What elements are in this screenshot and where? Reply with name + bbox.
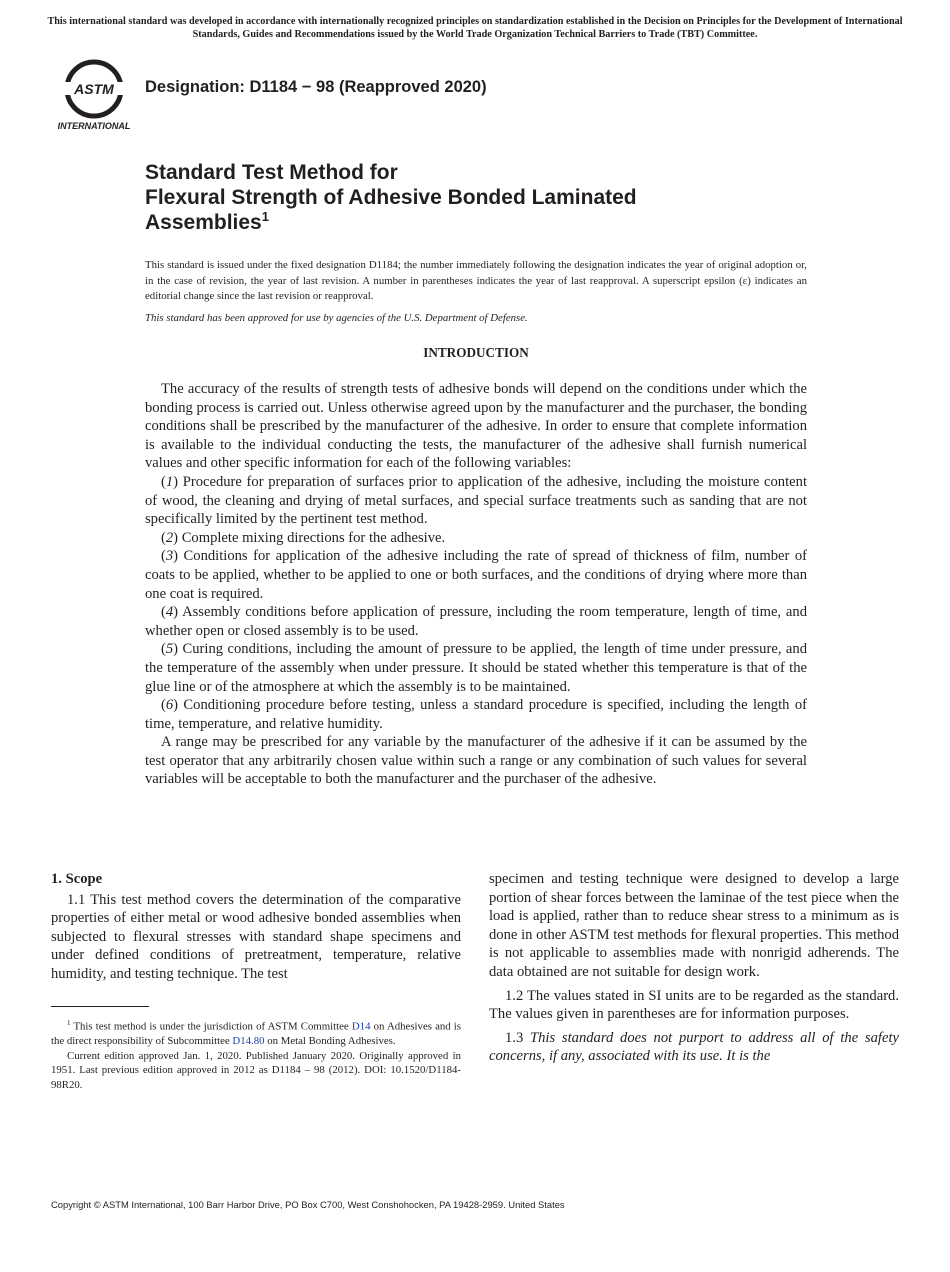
astm-logo	[52, 56, 136, 134]
logo-international: INTERNATIONAL	[57, 121, 131, 131]
intro-item: (1) Procedure for preparation of surfaces prior to application of the adhesive, including the moisture content of wood, the cleaning and drying of metal surfaces, and special surface treatments such as sanding that are not specifically limited by the pertinent test method.	[145, 473, 807, 528]
footnote-divider	[51, 1006, 149, 1007]
scope-para-1-3-text: This standard does not purport to address all of the safety concerns, if any, associated with its use. It is the	[489, 1029, 899, 1065]
intro-item-text: Procedure for preparation of surfaces prior to application of the adhesive, including the moisture content of wood, the cleaning and drying of metal surfaces, and special surface treatments such as sanding that are not specifically limited by the pertinent test method.	[145, 473, 807, 528]
designation: Designation: D1184 − 98 (Reapproved 2020)	[145, 78, 487, 96]
intro-item-text: Conditions for application of the adhesive including the rate of spread of thickness of film, number of coats to be applied, whether to be applied to one or both surfaces, and the conditions of drying where more than one coat is required.	[145, 548, 808, 602]
intro-item-number: 6	[165, 697, 174, 714]
intro-item-number: 5	[165, 641, 174, 658]
scope-para-1-2: 1.2 The values stated in SI units are to be regarded as the standard. The values given in parentheses are for information purposes.	[489, 987, 899, 1023]
intro-item-text: Complete mixing directions for the adhesive.	[181, 529, 446, 546]
footnote-edition: Current edition approved Jan. 1, 2020. Published January 2020. Originally approved in 1951. Last previous edition approved in 2012 as D1184 – 98 (2012). DOI: 10.1520/D1184-98R20.	[51, 1049, 461, 1091]
subcommittee-d14-80-link[interactable]: D14.80	[232, 1035, 265, 1048]
footnote-1	[51, 1016, 461, 1049]
logo-lettering: ASTM	[74, 81, 114, 97]
intro-item: (4) Assembly conditions before application of pressure, including the room temperature, length of time, and whether open or closed assembly is to be used.	[145, 604, 807, 639]
introduction-body	[145, 380, 807, 789]
intro-lead: The accuracy of the results of strength tests of adhesive bonds will depend on the conditions under which the bonding process is carried out. Unless otherwise agreed upon by the manufacturer and the purchaser, the bonding conditions shall be prescribed by the manufacturer of the adhesive. In order to ensure that complete information is available to the individual conducting the tests, the manufacturer of the adhesive shall furnish numerical values and other specific information for each of the following variables:	[145, 381, 807, 472]
title-footnote-mark: 1	[261, 209, 269, 224]
intro-closing: A range may be prescribed for any variable by the manufacturer of the adhesive if it can be assumed by the test operator that any arbitrarily chosen value within such a range or any combination of such values for several variables will be acceptable to both the manufacturer and the purchaser of the adhesive.	[145, 734, 807, 788]
scope-para-1-3-number: 1.3	[505, 1029, 524, 1046]
committee-d14-link[interactable]: D14	[351, 1020, 371, 1033]
footnote-1-mark: 1	[67, 1019, 71, 1027]
intro-item: (3) Conditions for application of the adhesive including the rate of spread of thickness of film, number of coats to be applied, whether to be applied to one or both surfaces, and the conditions of drying where more than one coat is required.	[145, 548, 808, 602]
astm-logo-graphic	[52, 56, 136, 134]
copyright-footer: Copyright © ASTM International, 100 Barr Harbor Drive, PO Box C700, West Conshohocken, PA 19428-2959. United States	[51, 1199, 565, 1210]
introduction-heading: INTRODUCTION	[423, 345, 529, 360]
intro-item-number: 2	[165, 529, 174, 546]
scope-heading: 1. Scope	[51, 871, 103, 887]
right-column	[489, 870, 899, 1066]
intro-item: (6) Conditioning procedure before testing, unless a standard procedure is specified, including the length of time, temperature, and relative humidity.	[145, 697, 807, 732]
title-line-2: Flexural Strength of Adhesive Bonded Laminated	[145, 186, 637, 209]
footnotes	[51, 1016, 461, 1092]
footnote-1-text-c: on Metal Bonding Adhesives.	[267, 1035, 396, 1048]
document-title	[145, 160, 845, 235]
intro-item-text: Conditioning procedure before testing, unless a standard procedure is specified, including the length of time, temperature, and relative humidity.	[145, 697, 807, 732]
intro-item-number: 3	[165, 548, 174, 565]
title-line-1: Standard Test Method for	[145, 161, 398, 184]
intro-item: (5) Curing conditions, including the amount of pressure to be applied, the length of time under pressure, and the temperature of the assembly when under pressure. It should be stated whether this temperature is that of the glue line or of the atmosphere at which the assembly is to be maintained.	[145, 641, 807, 695]
title-line-3	[145, 210, 845, 235]
left-column	[51, 870, 461, 984]
intro-item: (2) Complete mixing directions for the adhesive.	[161, 529, 446, 546]
footnote-1-text-a: This test method is under the jurisdiction of ASTM Committee	[73, 1020, 349, 1033]
intro-item-number: 1	[165, 473, 174, 490]
scope-para-1-1-continued: specimen and testing technique were designed to develop a large portion of shear forces between the laminae of the test piece when the load is applied, rather than to reduce shear stress to a minimum as is done in other ASTM test methods for flexural properties. This method is not applicable to assemblies made with nonrigid adherends. The data obtained are not suitable for design work.	[489, 871, 899, 980]
intro-item-text: Curing conditions, including the amount of pressure to be applied, the length of time under pressure, and the temperature of the assembly when under pressure. It should be stated whether this temperature is that of the glue line or of the atmosphere at which the assembly is to be maintained.	[145, 641, 807, 695]
footnote-1-text-b: on Adhesives and is the direct responsibility of Subcommittee	[51, 1020, 461, 1048]
designation-notice: This standard is issued under the fixed designation D1184; the number immediately following the designation indicates the year of original adoption or, in the case of revision, the year of last revision. A number in parentheses indicates the year of last reapproval. A superscript epsilon (ε) indicates an editorial change since the last revision or reapproval.	[145, 259, 807, 302]
scope-para-1-3	[489, 1029, 899, 1066]
tbt-principles-note: This international standard was developed in accordance with internationally recognized principles on standardization established in the Decision on Principles for the Development of International Standards, Guides and Recommendations issued by the World Trade Organization Technical Barriers to Trade (TBT) Committee.	[47, 16, 903, 40]
dod-notice: This standard has been approved for use by agencies of the U.S. Department of Defense.	[145, 312, 528, 324]
title-line-3-text: Assemblies	[145, 211, 262, 234]
intro-item-text: Assembly conditions before application of pressure, including the room temperature, length of time, and whether open or closed assembly is to be used.	[145, 604, 807, 639]
intro-item-number: 4	[165, 604, 174, 621]
scope-para-1-1: 1.1 This test method covers the determination of the comparative properties of either metal or wood adhesive bonded assemblies when subjected to flexural stresses with standard shape specimens and under defined conditions of pretreatment, temperature, relative humidity, and testing technique. The test	[51, 891, 461, 982]
